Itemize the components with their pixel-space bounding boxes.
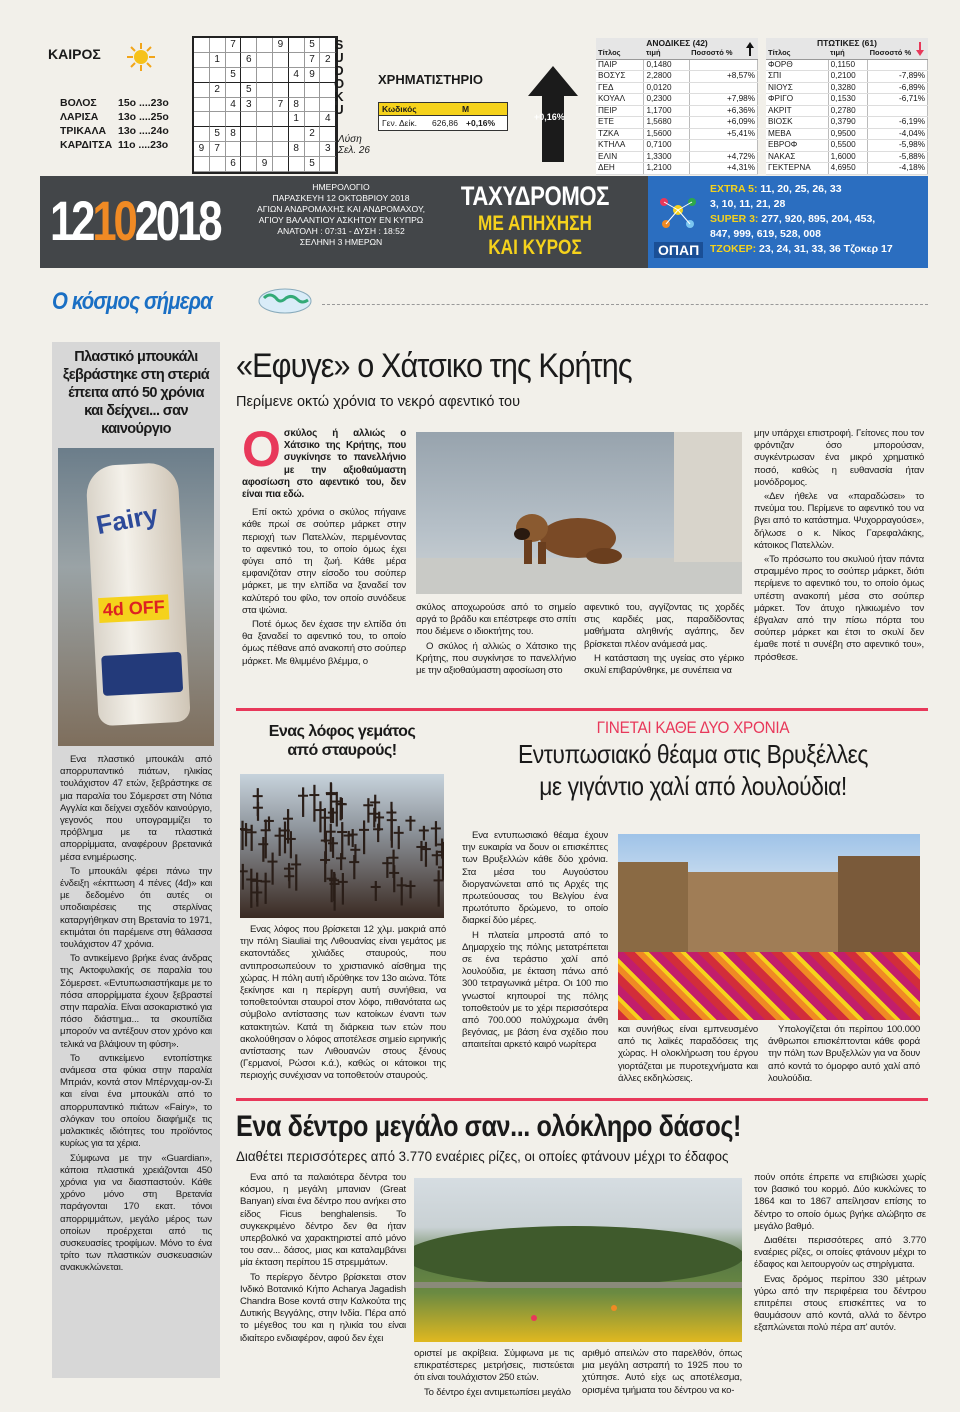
sudoku-cell: 9 bbox=[273, 38, 289, 53]
sudoku-cell bbox=[305, 98, 321, 113]
cross-shape bbox=[247, 825, 257, 851]
losers-title: ΠΤΩΤΙΚΕΣ (61) bbox=[766, 38, 928, 48]
sudoku-cell: 9 bbox=[194, 142, 210, 157]
sudoku-cell bbox=[257, 142, 273, 157]
weather-row: ΚΑΡΔΙΤΣΑ 11ο ....23ο bbox=[60, 139, 169, 151]
sudoku-label-letter: D bbox=[334, 63, 344, 78]
tree-col-2: οριστεί με ακρίβεια. Σύμφωνα με τις επικρατέστερες μετρήσεις, πιστεύεται ότι είναι τουλάχιστον 250 ετών. Το δέντρο έχει αντιμετωπίσει μεγάλο bbox=[414, 1348, 574, 1398]
sudoku-cell bbox=[210, 112, 226, 127]
table-cell: -6,19% bbox=[868, 117, 928, 129]
table-cell: -5,98% bbox=[868, 140, 928, 152]
sudoku-cell bbox=[320, 127, 336, 142]
sudoku-cell bbox=[194, 127, 210, 142]
sudoku-label-letter: U bbox=[334, 50, 344, 65]
sudoku-cell: 1 bbox=[289, 112, 305, 127]
table-cell: 0,1480 bbox=[644, 59, 689, 71]
table-cell: +4,31% bbox=[689, 163, 757, 175]
sudoku-cell bbox=[210, 68, 226, 83]
opap-logo-icon bbox=[652, 184, 704, 244]
table-cell: ΕΒΡΟΦ bbox=[766, 140, 828, 152]
table-cell: -5,88% bbox=[868, 151, 928, 163]
table-cell: 1,2100 bbox=[644, 163, 689, 175]
table-header: τιμή bbox=[644, 48, 689, 59]
opap-box bbox=[648, 176, 928, 268]
cross-shape bbox=[338, 873, 348, 905]
cross-shape bbox=[284, 871, 294, 888]
sudoku-cell: 5 bbox=[305, 38, 321, 53]
lottery-results bbox=[710, 182, 893, 257]
tree-illustration bbox=[414, 1178, 742, 1342]
dog-col-4: μην υπάρχει επιστροφή. Γείτονες που τον φρόντιζαν όσο μπορούσαν, συγκέντρωσαν ένα μικρό χρηματικό ποσό, καθώς η ευθανασία ήταν μονόδρομος. «Δεν ήθελε να «παραδώσει» το πνεύμα του. Περίμενε το αφεντικό του να βγει από το κατάστημα. Ψυχορραγούσε», δήλωσε ο κ. Νίκος Γαρεφαλάκης, κάτοικος Πατελλών. «Το πρόσωπο του σκυλιού ήταν πάντα στραμμένο προς το σούπερ μάρκετ, διότι περίμενε το αφεντικό του, το οποίο όμως υπέστη ανακοπή μέσα στο σούπερ μάρκετ. Τον άτυχο ηλικιωμένο τον έβγαλαν από την πίσω πόρτα του σούπερ μάρκετ και έτσι το σκυλί δεν έμαθε ποτέ τι συνέβη στο αφεντικό του», πρόσθεσε. bbox=[754, 428, 924, 663]
cross-shape bbox=[275, 828, 285, 856]
sudoku-cell bbox=[210, 157, 226, 172]
sudoku-cell: 5 bbox=[210, 127, 226, 142]
lottery-row: EXTRA 5: 11, 20, 25, 26, 33 bbox=[710, 183, 842, 195]
sudoku-cell bbox=[257, 98, 273, 113]
sudoku-cell: 5 bbox=[305, 157, 321, 172]
brussels-col-2: και συνήθως είναι εμπνευσμένο από τις λαϊκές παραδόσεις της χώρας. Η ολοκλήρωση του έργου γιορτάζεται με πυροτεχνήματα και άλλες εκδηλώσεις. bbox=[618, 1024, 758, 1084]
cross-shape bbox=[389, 865, 399, 892]
table-cell: ΣΠΙ bbox=[766, 71, 828, 83]
brand-slogan-2: ΚΑΙ ΚΥΡΟΣ bbox=[488, 236, 582, 259]
sudoku-cell bbox=[226, 83, 242, 98]
sudoku-cell bbox=[273, 68, 289, 83]
table-cell: ΠΑΙΡ bbox=[596, 59, 644, 71]
dog-photo bbox=[416, 432, 742, 594]
sudoku-cell bbox=[273, 157, 289, 172]
tree-headline: Ενα δέντρο μεγάλο σαν... ολόκληρο δάσος! bbox=[236, 1110, 741, 1143]
table-cell: +6,09% bbox=[689, 117, 757, 129]
table-cell: ΓΕΔ bbox=[596, 82, 644, 94]
table-row bbox=[766, 71, 928, 83]
dog-figure bbox=[508, 498, 628, 568]
sudoku-cell bbox=[194, 157, 210, 172]
table-cell: -7,89% bbox=[868, 71, 928, 83]
sudoku-label bbox=[332, 38, 346, 116]
table-cell: 0,2300 bbox=[644, 94, 689, 106]
cross-shape bbox=[252, 886, 262, 906]
table-cell bbox=[689, 140, 757, 152]
sudoku-cell: 4 bbox=[320, 112, 336, 127]
table-cell: ΚΟΥΑΛ bbox=[596, 94, 644, 106]
sudoku-cell: 8 bbox=[226, 127, 242, 142]
dog-headline: «Εφυγε» ο Χάτσικο της Κρήτης bbox=[236, 347, 632, 385]
table-cell: -4,18% bbox=[868, 163, 928, 175]
lottery-row: 847, 999, 619, 528, 008 bbox=[710, 228, 821, 240]
sudoku-cell bbox=[226, 53, 242, 68]
table-row bbox=[596, 71, 758, 83]
lottery-row: ΤΖΟΚΕΡ: 23, 24, 31, 33, 36 Τζοκερ 17 bbox=[710, 243, 893, 255]
table-row bbox=[766, 105, 928, 117]
tree-col-1: Ενα από τα παλαιότερα δέντρα του κόσμου, η μεγάλη μπανιαν (Great Banyan) είναι ένα δέντρο που ανήκει στο είδος Ficus benghalensis. Το συγκεκριμένο δέντρο δεν θα ήταν υπερβολικό να χαρακτηριστεί από μόνο του σαν... δάσος, μιας και καταλαμβάνει μία έκταση περίπου 15 στρεμμάτων. Το περίεργο δέντρο βρίσκεται στον Ινδικό Βοτανικό Κήπο Acharya Jagadish Chandra Bose κοντά στην Καλκούτα της Δυτικής Βεγγάλης, στην Ινδία. Πέρα από το μέγεθος του και η ηλικία του είναι ιδιαίτερο ενδιαφέρον, αφού δεν έχει bbox=[240, 1172, 406, 1344]
weather-title: ΚΑΙΡΟΣ bbox=[48, 46, 101, 62]
cross-shape bbox=[261, 873, 271, 904]
sudoku-cell bbox=[305, 112, 321, 127]
table-cell: -6,89% bbox=[868, 82, 928, 94]
flower-carpet bbox=[618, 952, 920, 1020]
table-cell: +8,57% bbox=[689, 71, 757, 83]
table-cell: +7,98% bbox=[689, 94, 757, 106]
crosses-illustration bbox=[240, 774, 444, 918]
sudoku-grid bbox=[192, 36, 338, 174]
table-header: Ποσοστό % bbox=[689, 48, 757, 59]
sudoku-cell bbox=[241, 38, 257, 53]
sudoku-cell: 7 bbox=[305, 53, 321, 68]
brussels-headline-1: Εντυπωσιακό θέαμα στις Βρυξέλλες bbox=[517, 739, 869, 769]
sudoku-cell: 6 bbox=[226, 157, 242, 172]
sudoku-cell: 2 bbox=[305, 127, 321, 142]
sudoku-cell: 8 bbox=[289, 142, 305, 157]
cross-shape bbox=[359, 820, 369, 854]
dog-dropcap: Ο bbox=[242, 428, 281, 477]
table-cell: 1,5600 bbox=[644, 128, 689, 140]
table-cell: 0,2780 bbox=[828, 105, 868, 117]
table-row bbox=[596, 140, 758, 152]
sudoku-cell bbox=[194, 38, 210, 53]
cross-shape bbox=[382, 857, 392, 878]
losers-table bbox=[766, 38, 928, 175]
section-header bbox=[52, 288, 928, 324]
weather-row: ΒΟΛΟΣ 15ο ....23ο bbox=[60, 97, 169, 109]
lottery-row: SUPER 3: 277, 920, 895, 204, 453, bbox=[710, 213, 876, 225]
plastic-bottle bbox=[85, 462, 190, 726]
table-row bbox=[766, 117, 928, 129]
table-cell: ΦΡΙΓΟ bbox=[766, 94, 828, 106]
dog-col-3: αφεντικό του, αγγίζοντας τις χορδές στις καρδιές μας, παραδίδοντας μαθήματα αληθινής αγάπης, δεν βρίσκεται πλέον ανάμεσά μας. Η κατάσταση της υγείας στο γέρικο σκυλί επιβαρύνθηκε, με συνέπεια να bbox=[584, 602, 744, 677]
table-cell: 0,0120 bbox=[644, 82, 689, 94]
sudoku-cell bbox=[257, 127, 273, 142]
sudoku-cell bbox=[273, 127, 289, 142]
lottery-row: 3, 10, 11, 21, 28 bbox=[710, 198, 786, 210]
sudoku-cell bbox=[241, 127, 257, 142]
sudoku-cell bbox=[210, 98, 226, 113]
table-row bbox=[766, 59, 928, 71]
sudoku-cell bbox=[257, 38, 273, 53]
sudoku-cell: 9 bbox=[257, 157, 273, 172]
weather-row: ΛΑΡΙΣΑ 13ο ....25ο bbox=[60, 111, 169, 123]
weather-box bbox=[44, 40, 184, 160]
table-cell: ΑΚΡΙΤ bbox=[766, 105, 828, 117]
sudoku-cell: 6 bbox=[241, 53, 257, 68]
table-cell: ΠΕΙΡ bbox=[596, 105, 644, 117]
table-row bbox=[766, 128, 928, 140]
dog-col-2: σκύλος αποχωρούσε από το σημείο αργά το βράδυ και επέστρεφε στο σπίτι που διέμενε ο ιδιοκτήτης του. Ο σκύλος ή αλλιώς ο Χάτσικο της Κρήτης, που συγκίνησε το πανελλήνιο με την αξιοθαύμαστη αφοσίωση στο bbox=[416, 602, 576, 677]
table-header: τιμή bbox=[828, 48, 868, 59]
cross-shape bbox=[246, 869, 256, 908]
globe-icon bbox=[258, 288, 312, 314]
table-cell: ΓΕΚΤΕΡΝΑ bbox=[766, 163, 828, 175]
table-cell: ΕΛΙΝ bbox=[596, 151, 644, 163]
cross-shape bbox=[394, 826, 404, 849]
table-row bbox=[766, 163, 928, 175]
table-header: Τίτλος bbox=[596, 48, 644, 59]
table-cell: 1,6000 bbox=[828, 151, 868, 163]
sudoku-cell bbox=[194, 83, 210, 98]
cross-shape bbox=[431, 821, 441, 846]
cross-shape bbox=[240, 864, 248, 890]
table-cell: ΒΙΟΣΚ bbox=[766, 117, 828, 129]
sudoku-vertical-label bbox=[332, 38, 346, 116]
table-cell: +6,36% bbox=[689, 105, 757, 117]
sudoku-cell bbox=[210, 38, 226, 53]
calendar-info: ΗΜΕΡΟΛΟΓΙΟ ΠΑΡΑΣΚΕΥΗ 12 ΟΚΤΩΒΡΙΟΥ 2018 ΑΓΙΩΝ ΑΝΔΡΟΜΑΧΗΣ ΚΑΙ ΑΝΔΡΟΜΑΧΟΥ, ΑΓΙΟΥ ΒΑΛΑΝΤΙΟΥ ΑΣΚΗΤΟΥ ΕΝ ΚΥΠΡΩ ΑΝΑΤΟΛΗ : 07:31 - ΔΥΣΗ : 18:52 ΣΕΛΗΝΗ 3 ΗΜΕΡΩΝ bbox=[257, 182, 425, 247]
bottle-offer-text: 4d OFF bbox=[98, 594, 169, 623]
table-row bbox=[596, 117, 758, 129]
sudoku-label-letter: O bbox=[333, 76, 345, 91]
table-cell: ΒΟΣΥΣ bbox=[596, 71, 644, 83]
dog-article bbox=[236, 344, 928, 704]
table-cell: ΝΙΟΥΣ bbox=[766, 82, 828, 94]
sudoku-cell bbox=[289, 157, 305, 172]
table-row bbox=[596, 105, 758, 117]
table-cell: ΤΖΚΑ bbox=[596, 128, 644, 140]
divider-line bbox=[236, 1098, 928, 1101]
sudoku-cell bbox=[273, 83, 289, 98]
sudoku-cell bbox=[320, 157, 336, 172]
cross-shape bbox=[298, 787, 308, 817]
sun-icon bbox=[126, 42, 156, 72]
table-row bbox=[596, 82, 758, 94]
sudoku-cell: 7 bbox=[226, 38, 242, 53]
market-title: ΧΡΗΜΑΤΙΣΤΗΡΙΟ bbox=[378, 72, 483, 87]
sudoku-cell bbox=[273, 142, 289, 157]
sudoku-cell: 4 bbox=[226, 98, 242, 113]
sudoku-cell: 9 bbox=[305, 68, 321, 83]
brand-slogan-1: ΜΕ ΑΠΗΧΗΣΗ bbox=[478, 212, 592, 235]
tree-subhead: Διαθέτει περισσότερες από 3.770 εναέριες ρίζες, οι οποίες φτάνουν μέχρι το έδαφος bbox=[236, 1148, 729, 1164]
sudoku-cell bbox=[241, 142, 257, 157]
sudoku-cell bbox=[289, 53, 305, 68]
sudoku-cell: 7 bbox=[273, 98, 289, 113]
sudoku-cell bbox=[257, 83, 273, 98]
table-cell: 0,1530 bbox=[828, 94, 868, 106]
sudoku-cell bbox=[305, 83, 321, 98]
sudoku-cell bbox=[289, 127, 305, 142]
cross-shape bbox=[309, 785, 319, 822]
table-cell: 1,1700 bbox=[644, 105, 689, 117]
sudoku-cell bbox=[305, 142, 321, 157]
sudoku-cell bbox=[194, 53, 210, 68]
sudoku-cell bbox=[257, 68, 273, 83]
crosses-photo bbox=[240, 774, 444, 918]
losers-arrow-icon bbox=[916, 42, 924, 56]
brussels-article bbox=[458, 718, 928, 1090]
table-cell: ΝΑΚΑΣ bbox=[766, 151, 828, 163]
tree-col-3: αριθμό απειλών στο παρελθόν, όπως μια μεγάλη αστραπή το 1925 που το χτύπησε. Αυτό είχε ως αποτέλεσμα, ορισμένα τμήματα του δέντρου να κο- bbox=[582, 1348, 742, 1396]
table-row bbox=[596, 163, 758, 175]
cross-shape bbox=[321, 831, 331, 863]
table-cell: 1,5680 bbox=[644, 117, 689, 129]
sudoku-cell bbox=[194, 112, 210, 127]
sudoku-cell bbox=[241, 157, 257, 172]
table-cell bbox=[689, 82, 757, 94]
cross-shape bbox=[253, 802, 263, 821]
table-cell: -6,71% bbox=[868, 94, 928, 106]
sudoku-cell bbox=[241, 68, 257, 83]
sudoku-cell bbox=[273, 53, 289, 68]
sudoku-cell bbox=[194, 68, 210, 83]
dog-lead: σκύλος ή αλλιώς ο Χάτσικο της Κρήτης, που συγκίνησε το πανελλήνιο με την αξιοθαύμαστη αφοσίωση στο αφεντικό του, δεν είναι πια εδώ. bbox=[242, 428, 406, 501]
table-row bbox=[596, 128, 758, 140]
cross-shape bbox=[387, 810, 397, 848]
table-cell bbox=[868, 59, 928, 71]
table-cell: 0,9500 bbox=[828, 128, 868, 140]
sudoku-cell: 4 bbox=[289, 68, 305, 83]
cross-shape bbox=[336, 853, 346, 870]
sudoku-cell: 7 bbox=[210, 142, 226, 157]
cross-shape bbox=[291, 854, 301, 890]
table-cell: -4,04% bbox=[868, 128, 928, 140]
sudoku-cell bbox=[226, 112, 242, 127]
cross-shape bbox=[397, 877, 407, 905]
cross-shape bbox=[326, 824, 336, 852]
table-cell: ΕΤΕ bbox=[596, 117, 644, 129]
brussels-photo bbox=[618, 834, 920, 1020]
sudoku-cell: 5 bbox=[226, 68, 242, 83]
cross-shape bbox=[405, 816, 415, 831]
date-display: 12102018 bbox=[50, 189, 220, 252]
sudoku-cell bbox=[289, 38, 305, 53]
table-cell: 1,3300 bbox=[644, 151, 689, 163]
market-up-arrow-icon bbox=[528, 66, 578, 162]
sudoku-cell: 3 bbox=[241, 98, 257, 113]
table-row bbox=[766, 151, 928, 163]
divider-line bbox=[236, 708, 928, 711]
table-header: Τίτλος bbox=[766, 48, 828, 59]
market-arrow-value: +0,16% bbox=[534, 112, 565, 122]
gainers-title: ΑΝΟΔΙΚΕΣ (42) bbox=[596, 38, 758, 48]
table-header: Ποσοστό % bbox=[868, 48, 928, 59]
table-row bbox=[596, 59, 758, 71]
table-row bbox=[596, 94, 758, 106]
table-cell: 0,5500 bbox=[828, 140, 868, 152]
sudoku-cell bbox=[257, 53, 273, 68]
sudoku-label-letter: K bbox=[334, 89, 344, 104]
brussels-col-3: Υπολογίζεται ότι περίπου 100.000 άνθρωποι επισκέπτονται κάθε φορά την πόλη των Βρυξελλών για να δουν από κοντά το όμορφο αυτό χαλί από λουλούδια. bbox=[768, 1024, 920, 1084]
table-cell: 0,7100 bbox=[644, 140, 689, 152]
table-row bbox=[596, 151, 758, 163]
table-row bbox=[766, 140, 928, 152]
table-cell: 4,6950 bbox=[828, 163, 868, 175]
brand-title: ΤΑΧΥΔΡΟΜΟΣ bbox=[460, 181, 610, 211]
sudoku-cell bbox=[257, 112, 273, 127]
section-title: Ο κόσμος σήμερα bbox=[52, 288, 212, 315]
brussels-headline-2: με γιγάντιο χαλί από λουλούδια! bbox=[539, 771, 847, 801]
table-cell: +5,41% bbox=[689, 128, 757, 140]
sudoku-cell: 3 bbox=[320, 142, 336, 157]
sudoku-cell bbox=[226, 142, 242, 157]
table-cell: 0,3790 bbox=[828, 117, 868, 129]
cross-shape bbox=[419, 826, 429, 841]
table-cell bbox=[689, 59, 757, 71]
sudoku-cell: 2 bbox=[320, 53, 336, 68]
date-band bbox=[40, 176, 928, 268]
cross-shape bbox=[349, 855, 359, 879]
crosses-body: Ενας λόφος που βρίσκεται 12 χλμ. μακριά από την πόλη Siauliai της Λιθουανίας είναι γεμάτος με εκατοντάδες χιλιάδες σταυρούς, που αντιπροσωπεύουν το χριστιανικό αίσθημα της χώρας. Η πόλη αυτή ιδρύθηκε τον 13ο αιώνα. Τότε ξεκίνησε και η περίεργη αυτή συνήθεια, να τοποθετούνται σταυροί στον λόφο, πιθανότατα ως σύμβολο αντίστασης των κατοίκων έναντι των κατακτητών. Κατά τη διάρκεια των ετών που ακολούθησαν ο λόφος αποτέλεσε σημείο ειρηνικής αντίστασης των Λιθουανών στους ξένους (Γερμανοί, Ρώσοι κ.ά.), καθώς οι κάτοικοι της περιοχής συνέχισαν να τοποθετούν σταυρούς. bbox=[240, 924, 446, 1082]
table-cell bbox=[868, 105, 928, 117]
sudoku-cell bbox=[241, 112, 257, 127]
market-index-box: Κωδικός Μ Γεν. Δείκ. 626,86 +0,16% bbox=[378, 102, 508, 131]
sidebar bbox=[52, 342, 220, 1378]
dog-subhead: Περίμενε οκτώ χρόνια το νεκρό αφεντικό του bbox=[236, 394, 521, 410]
tree-photo bbox=[414, 1178, 742, 1342]
weather-row: ΤΡΙΚΑΛΑ 13ο ....24ο bbox=[60, 125, 169, 137]
table-cell: 0,1150 bbox=[828, 59, 868, 71]
sudoku-cell bbox=[273, 112, 289, 127]
tree-col-4: πούν οπότε έπρεπε να επιβιώσει χωρίς τον βασικό του κορμό. Δύο κυκλώνες το 1864 και το 1867 απείλησαν επίσης το δέντρο το οποίο όμως βγήκε αλώβητο σε μεγάλο βαθμό. Διαθέτει περισσότερες από 3.770 εναέριες ρίζες, οι οποίες φτάνουν μέχρι το έδαφος και λειτουργούν ως στηρίγματα. Ενας δρόμος περίπου 330 μέτρων γύρω από την περιφέρεια του δέντρου επιτρέπει στους επισκέπτες να το θαυμάσουν από κοντά, αλλά το δέντρο εξαπλώνεται πολύ πέρα απ' αυτόν. bbox=[754, 1172, 926, 1334]
table-cell: +4,72% bbox=[689, 151, 757, 163]
cross-shape bbox=[371, 881, 381, 901]
sidebar-body: Ενα πλαστικό μπουκάλι από απορρυπαντικό πιάτων, ηλικίας τουλάχιστον 47 ετών, ξεβράστηκε σε μια παραλία του Σόμερσετ στη Νότια Αγγλία και δείχνει σχεδόν καινούργιο, γεγονός που υπογραμμίζει το πρόβλημα με τα πλαστικά απορρίμματα, αναφέρουν βρετανικά μέσα ενημέρωσης. Το μπουκάλι φέρει πάνω την ένδειξη «έκπτωση 4 πένες (4d)» και με δεδομένο ότι αυτές οι υποδιαιρέσεις της στερλίνας καταργήθηκαν στη Βρετανία το 1971, εκτιμάται ότι παρέμεινε στη θάλασσα τουλάχιστον 47 χρόνια. Το αντικείμενο βρήκε ένας άνδρας της Ακτοφυλακής σε παραλία του Σόμερσετ. «Εντυπωσιαστήκαμε με το πόσα απορρίμματα έχουν ξεβραστεί στην παραλία. Είναι ασοκαριστικό για πόσο διάστημα... τα σκουπίδια μπορούν να αντέξουν στον χρόνο και τελικά να βλάψουν τη φύση». Το αντικείμενο εντοπίστηκε ανάμεσα στα φύκια στην παραλία Μπριάν, κοντά στον Μπέρνχαμ-ον-Σι και είναι ένα μπουκάλι από το απορρυπαντικό πιάτων «Fairy», το σλόγκαν του οποίου διαφήμιζε τις μαλακτικές ιδιότητες του προϊόντος κυρίως για τα χέρια. Σύμφωνα με την «Guardian», κάποια πλαστικά χρειάζονται 450 χρόνια για να διασπαστούν. Κάθε χρόνο μόνο στη Βρετανία παράγονται 170 εκατ. τόνοι απορριμμάτων, μεγάλο μέρος των οποίων προέρχεται από τις συσκευασίες τροφίμων. Μόνο το ένα τρίτο των πλαστικών συσκευασιών ανακυκλώνεται. bbox=[60, 754, 212, 1274]
bottle-label-text: Fairy bbox=[93, 498, 161, 541]
sudoku-cell: 2 bbox=[210, 83, 226, 98]
opap-label: ΟΠΑΠ bbox=[654, 242, 703, 258]
sidebar-headline: Πλαστικό μπουκάλι ξεβράστηκε στη στεριά έπειτα από 50 χρόνια και δείχνει... σαν καινούργιο bbox=[62, 349, 210, 437]
table-cell: 0,3280 bbox=[828, 82, 868, 94]
cross-shape bbox=[268, 853, 278, 885]
table-cell: 0,2100 bbox=[828, 71, 868, 83]
sudoku-solution: Λύση Σελ. 26 bbox=[338, 134, 370, 156]
table-cell: ΚΤΗΛΑ bbox=[596, 140, 644, 152]
table-cell: ΔΕΗ bbox=[596, 163, 644, 175]
table-row bbox=[766, 94, 928, 106]
brussels-kicker: ΓΙΝΕΤΑΙ ΚΑΘΕ ΔΥΟ ΧΡΟΝΙΑ bbox=[596, 718, 790, 737]
crosses-headline: Ενας λόφος γεμάτος από σταυρούς! bbox=[268, 723, 416, 759]
bottle-photo bbox=[58, 448, 214, 746]
table-row bbox=[766, 82, 928, 94]
brand-box bbox=[428, 180, 642, 260]
sudoku-cell: 8 bbox=[289, 98, 305, 113]
sudoku-label-letter: U bbox=[334, 102, 344, 117]
cross-shape bbox=[337, 822, 347, 858]
gainers-arrow-icon bbox=[746, 42, 754, 56]
table-cell: ΜΕΒΑ bbox=[766, 128, 828, 140]
gainers-table bbox=[596, 38, 758, 175]
sudoku-cell bbox=[194, 98, 210, 113]
tree-article bbox=[236, 1108, 928, 1398]
crosses-article bbox=[236, 718, 448, 1090]
sudoku-label-letter: S bbox=[334, 37, 344, 52]
table-cell: 2,2800 bbox=[644, 71, 689, 83]
cross-shape bbox=[405, 881, 415, 899]
sudoku-cell: 1 bbox=[210, 53, 226, 68]
table-cell: ΦΟΡΘ bbox=[766, 59, 828, 71]
sudoku-cell bbox=[289, 83, 305, 98]
dog-col-1: Ο σκύλος ή αλλιώς ο Χάτσικο της Κρήτης, που συγκίνησε το πανελλήνιο με την αξιοθαύμαστη αφοσίωση στο αφεντικό του, δεν είναι πια εδώ. Επί οκτώ χρόνια ο σκύλος πήγαινε κάθε πρωί σε σούπερ μάρκετ στην περιοχή των Πατελλών, περιμένοντας το αφεντικό του, το οποίο όμως έχει φύγει από τη ζωή. Κάθε μέρα εμφανιζόταν στην είσοδο του σούπερ μάρκετ, με την ελπίδα να ξαναδεί τον καλύτερό του φίλο, τον οποίο συνόδευε στα ψώνια. Ποτέ όμως δεν έχασε την ελπίδα ότι θα ξαναδεί το αφεντικό του, το οποίο όμως πέθανε από ανακοπή στο σούπερ μάρκετ. Με θλιμμένο βλέμμα, ο bbox=[242, 428, 406, 667]
brussels-col-1: Ενα εντυπωσιακό θέαμα έχουν την ευκαιρία να δουν οι επισκέπτες των Βρυξελλών κάθε δύο χρόνια. Στα μέσα του Αυγούστου διοργανώνεται από τις Αρχές της πρωτεύουσας του Βελγίου ένα πρωτότυπο δρώμενο, το οποίο διαρκεί δύο μέρες. Η πλατεία μπροστά από το Δημαρχείο της πόλης μετατρέπεται σε ένα τεράστιο χαλί από λουλούδια, με έκταση πάνω από 300 τετραγωνικά μέτρα. Οι 100 πιο γνωστοί κηπουροί της πόλης τοποθετούν με το χέρι περισσότερα από 700.000 πολύχρωμα άνθη βεγόνιας, με βάση ένα σχέδιο που απαιτείται αρκετό καιρό νωρίτερα bbox=[462, 830, 608, 1051]
sudoku-cell: 5 bbox=[241, 83, 257, 98]
